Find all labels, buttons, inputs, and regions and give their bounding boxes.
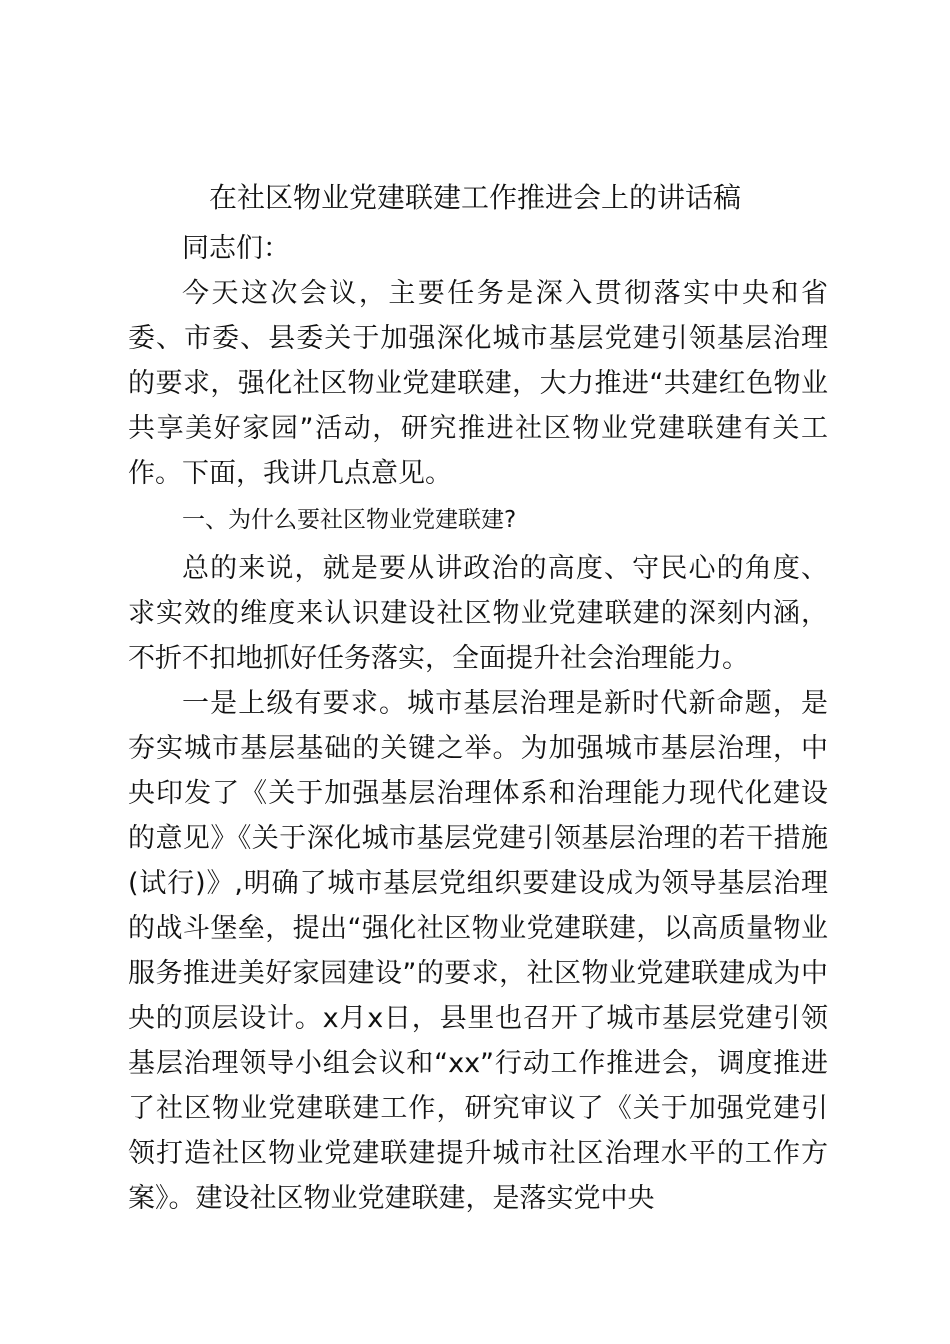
intro-paragraph: 今天这次会议，主要任务是深入贯彻落实中央和省委、市委、县委关于加强深化城市基层党建引领基层治理的要求，强化社区物业党建联建，大力推进“共建红色物业共享美好家园”活动，研究推进社区物业党建联建有关工作。下面，我讲几点意见。 — [128, 278, 828, 489]
section-paragraph-requirement: 一是上级有要求。城市基层治理是新时代新命题，是夯实城市基层基础的关键之举。为加强城市基层治理，中央印发了《关于加强基层治理体系和治理能力现代化建设的意见》《关于深化城市基层党建引领基层治理的若干措施(试行)》,明确了城市基层党组织要建设成为领导基层治理的战斗堡垒，提出“强化社区物业党建联建，以高质量物业服务推进美好家园建设”的要求，社区物业党建联建成为中央的顶层设计。x月x日，县里也召开了城市基层党建引领基层治理领导小组会议和“xx”行动工作推进会，调度推进了社区物业党建联建工作，研究审议了《关于加强党建引领打造社区物业党建联建提升城市社区治理水平的工作方案》。建设社区物业党建联建，是落实党中央 — [128, 688, 828, 1214]
document-title: 在社区物业党建联建工作推进会上的讲话稿 — [208, 181, 741, 214]
section-heading: 一、为什么要社区物业党建联建? — [182, 507, 517, 533]
greeting: 同志们： — [182, 233, 290, 264]
document-body — [128, 226, 828, 1221]
section-paragraph-summary: 总的来说，就是要从讲政治的高度、守民心的角度、求实效的维度来认识建设社区物业党建联建的深刻内涵，不折不扣地抓好任务落实，全面提升社会治理能力。 — [128, 553, 828, 674]
